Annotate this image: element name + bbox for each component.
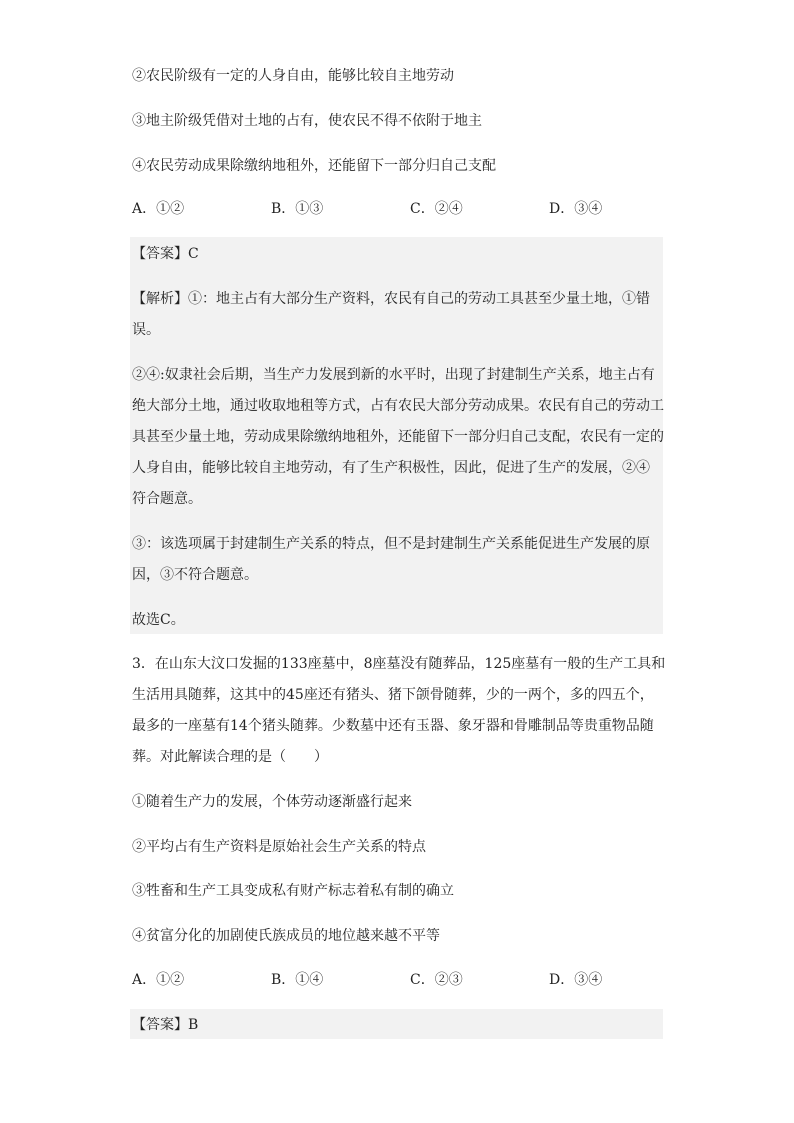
statement: ①随着生产力的发展，个体劳动逐渐盛行起来 [132,794,412,810]
option-b: B．①④ [271,972,324,988]
analysis-line: ②④:奴隶社会后期，当生产力发展到新的水平时，出现了封建制生产关系，地主占有 [132,367,655,383]
question-stem: 3．在山东大汶口发掘的133座墓中，8座墓没有随葬品，125座墓有一般的生产工具和 [132,656,666,672]
question-stem: 最多的一座墓有14个猪头随葬。少数墓中还有玉器、象牙器和骨雕制品等贵重物品随 [132,718,654,734]
option-a: A．①② [132,201,185,217]
analysis-line: 绝大部分土地，通过收取地租等方式，占有农民大部分劳动成果。农民有自己的劳动工 [132,398,664,414]
analysis-line: 【解析】①：地主占有大部分生产资料，农民有自己的劳动工具甚至少量土地，①错 [132,291,650,307]
analysis-line: 人身自由，能够比较自主地劳动，有了生产积极性，因此，促进了生产的发展，②④ [132,460,650,476]
answer-block [130,1009,663,1039]
statement: ④农民劳动成果除缴纳地租外，还能留下一部分归自己支配 [132,158,496,174]
analysis-line: 误。 [132,322,160,338]
statement: ③地主阶级凭借对土地的占有，使农民不得不依附于地主 [132,113,482,129]
question-stem: 生活用具随葬，这其中的45座还有猪头、猪下颌骨随葬，少的一两个，多的四五个， [132,687,654,703]
option-d: D．③④ [549,201,603,217]
option-d: D．③④ [549,972,603,988]
analysis-line: 具甚至少量土地，劳动成果除缴纳地租外，还能留下一部分归自己支配，农民有一定的 [132,429,664,445]
analysis-line: 符合题意。 [132,491,202,507]
analysis-line: 故选C。 [132,612,185,628]
option-a: A．①② [132,972,185,988]
analysis-line: 因，③不符合题意。 [132,567,258,583]
statement: ②农民阶级有一定的人身自由，能够比较自主地劳动 [132,68,454,84]
option-c: C．②④ [410,201,463,217]
option-b: B．①③ [271,201,324,217]
answer: 【答案】C [132,246,199,262]
answer: 【答案】B [132,1017,199,1033]
statement: ④贫富分化的加剧使氏族成员的地位越来越不平等 [132,928,440,944]
question-stem: 葬。对此解读合理的是（ ） [132,749,328,765]
statement: ③牲畜和生产工具变成私有财产标志着私有制的确立 [132,883,454,899]
statement: ②平均占有生产资料是原始社会生产关系的特点 [132,839,426,855]
analysis-line: ③：该选项属于封建制生产关系的特点，但不是封建制生产关系能促进生产发展的原 [132,536,650,552]
option-c: C．②③ [410,972,463,988]
